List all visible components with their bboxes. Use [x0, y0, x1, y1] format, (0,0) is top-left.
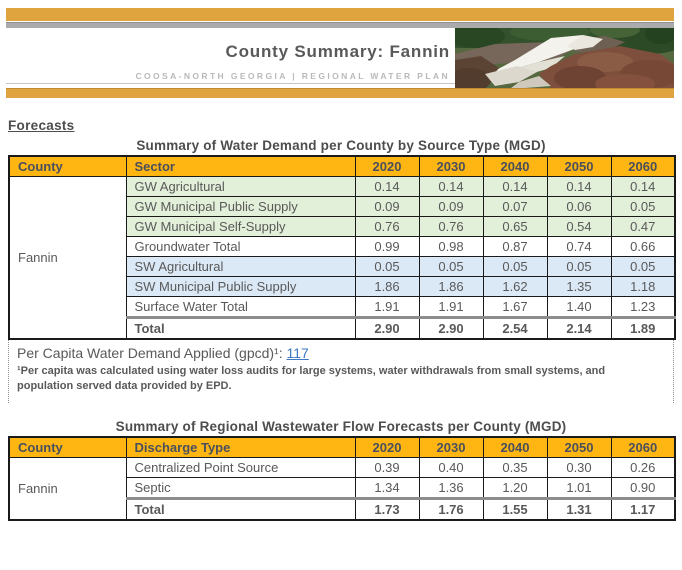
value-cell: 1.35 — [547, 277, 611, 297]
value-cell: 0.14 — [355, 177, 419, 197]
column-header: Sector — [126, 156, 355, 177]
value-cell: 1.31 — [547, 498, 611, 520]
value-cell: 1.34 — [355, 477, 419, 498]
row-label-cell: Centralized Point Source — [126, 457, 355, 477]
value-cell: 1.55 — [483, 498, 547, 520]
page-banner — [0, 0, 682, 98]
row-label-cell: SW Agricultural — [126, 257, 355, 277]
value-cell: 0.14 — [483, 177, 547, 197]
value-cell: 1.91 — [355, 297, 419, 318]
value-cell: 2.14 — [547, 318, 611, 340]
value-cell: 1.62 — [483, 277, 547, 297]
value-cell: 2.90 — [355, 318, 419, 340]
water-demand-table-header — [9, 156, 675, 177]
per-capita-label: Per Capita Water Demand Applied (gpcd)¹: — [17, 345, 283, 361]
value-cell: 1.20 — [483, 477, 547, 498]
header-row — [9, 437, 675, 458]
content-area — [0, 118, 682, 521]
column-header: County — [9, 156, 126, 177]
column-header: 2050 — [547, 437, 611, 458]
value-cell: 0.09 — [419, 197, 483, 217]
value-cell: 0.05 — [355, 257, 419, 277]
value-cell: 0.87 — [483, 237, 547, 257]
total-label-cell: Total — [126, 318, 355, 340]
value-cell: 1.17 — [611, 498, 675, 520]
plan-subtitle: COOSA-NORTH GEORGIA | REGIONAL WATER PLAN — [135, 71, 450, 81]
county-cell: Fannin — [9, 457, 126, 520]
value-cell: 0.07 — [483, 197, 547, 217]
value-cell: 0.06 — [547, 197, 611, 217]
value-cell: 0.76 — [419, 217, 483, 237]
per-capita-footnote: ¹Per capita was calculated using water loss audits for large systems, water withdrawals from small systems, and population served data provided by EPD. — [17, 365, 606, 392]
county-cell: Fannin — [9, 177, 126, 340]
header-rule — [6, 83, 455, 84]
value-cell: 0.05 — [611, 197, 675, 217]
value-cell: 0.05 — [483, 257, 547, 277]
per-capita-value-link[interactable]: 117 — [286, 345, 309, 361]
value-cell: 0.26 — [611, 457, 675, 477]
value-cell: 0.76 — [355, 217, 419, 237]
water-demand-table-title: Summary of Water Demand per County by Source Type (MGD) — [136, 138, 546, 153]
value-cell: 1.86 — [419, 277, 483, 297]
column-header: 2060 — [611, 437, 675, 458]
value-cell: 0.09 — [355, 197, 419, 217]
per-capita-note — [8, 340, 674, 403]
value-cell: 0.66 — [611, 237, 675, 257]
value-cell: 0.05 — [611, 257, 675, 277]
value-cell: 2.54 — [483, 318, 547, 340]
row-label-cell: Surface Water Total — [126, 297, 355, 318]
column-header: 2040 — [483, 437, 547, 458]
column-header: 2030 — [419, 437, 483, 458]
value-cell: 0.47 — [611, 217, 675, 237]
value-cell: 0.90 — [611, 477, 675, 498]
row-label-cell: Groundwater Total — [126, 237, 355, 257]
column-header: 2060 — [611, 156, 675, 177]
value-cell: 0.40 — [419, 457, 483, 477]
value-cell: 0.14 — [419, 177, 483, 197]
value-cell: 1.67 — [483, 297, 547, 318]
forecasts-heading: Forecasts — [8, 118, 75, 133]
water-demand-table — [8, 155, 676, 340]
table-row — [9, 457, 675, 477]
value-cell: 0.14 — [547, 177, 611, 197]
wastewater-table-title: Summary of Regional Wastewater Flow Forecasts per County (MGD) — [115, 418, 567, 434]
column-header: 2050 — [547, 156, 611, 177]
gold-bar-top — [6, 8, 674, 21]
row-label-cell: GW Agricultural — [126, 177, 355, 197]
value-cell: 0.30 — [547, 457, 611, 477]
value-cell: 0.99 — [355, 237, 419, 257]
value-cell: 2.90 — [419, 318, 483, 340]
total-label-cell: Total — [126, 498, 355, 520]
row-label-cell: SW Municipal Public Supply — [126, 277, 355, 297]
header-row — [9, 156, 675, 177]
table-row — [9, 177, 675, 197]
value-cell: 0.74 — [547, 237, 611, 257]
row-label-cell: GW Municipal Self-Supply — [126, 217, 355, 237]
value-cell: 1.18 — [611, 277, 675, 297]
wastewater-table-header — [9, 437, 675, 458]
wastewater-table — [8, 436, 676, 521]
waterfall-photo — [455, 28, 674, 88]
column-header: Discharge Type — [126, 437, 355, 458]
banner-title-block — [135, 42, 450, 81]
row-label-cell: Septic — [126, 477, 355, 498]
row-label-cell: GW Municipal Public Supply — [126, 197, 355, 217]
value-cell: 0.39 — [355, 457, 419, 477]
value-cell: 0.65 — [483, 217, 547, 237]
value-cell: 1.40 — [547, 297, 611, 318]
value-cell: 0.98 — [419, 237, 483, 257]
page-title: County Summary: Fannin — [225, 42, 450, 61]
value-cell: 1.91 — [419, 297, 483, 318]
value-cell: 1.76 — [419, 498, 483, 520]
value-cell: 0.54 — [547, 217, 611, 237]
per-capita-line — [17, 345, 665, 361]
column-header: County — [9, 437, 126, 458]
gold-bar-bottom — [6, 88, 674, 98]
value-cell: 1.73 — [355, 498, 419, 520]
value-cell: 1.23 — [611, 297, 675, 318]
value-cell: 1.89 — [611, 318, 675, 340]
value-cell: 0.14 — [611, 177, 675, 197]
wastewater-section — [8, 419, 674, 521]
value-cell: 0.35 — [483, 457, 547, 477]
value-cell: 0.05 — [547, 257, 611, 277]
value-cell: 0.05 — [419, 257, 483, 277]
column-header: 2030 — [419, 156, 483, 177]
value-cell: 1.86 — [355, 277, 419, 297]
value-cell: 1.01 — [547, 477, 611, 498]
column-header: 2020 — [355, 156, 419, 177]
value-cell: 1.36 — [419, 477, 483, 498]
column-header: 2020 — [355, 437, 419, 458]
column-header: 2040 — [483, 156, 547, 177]
